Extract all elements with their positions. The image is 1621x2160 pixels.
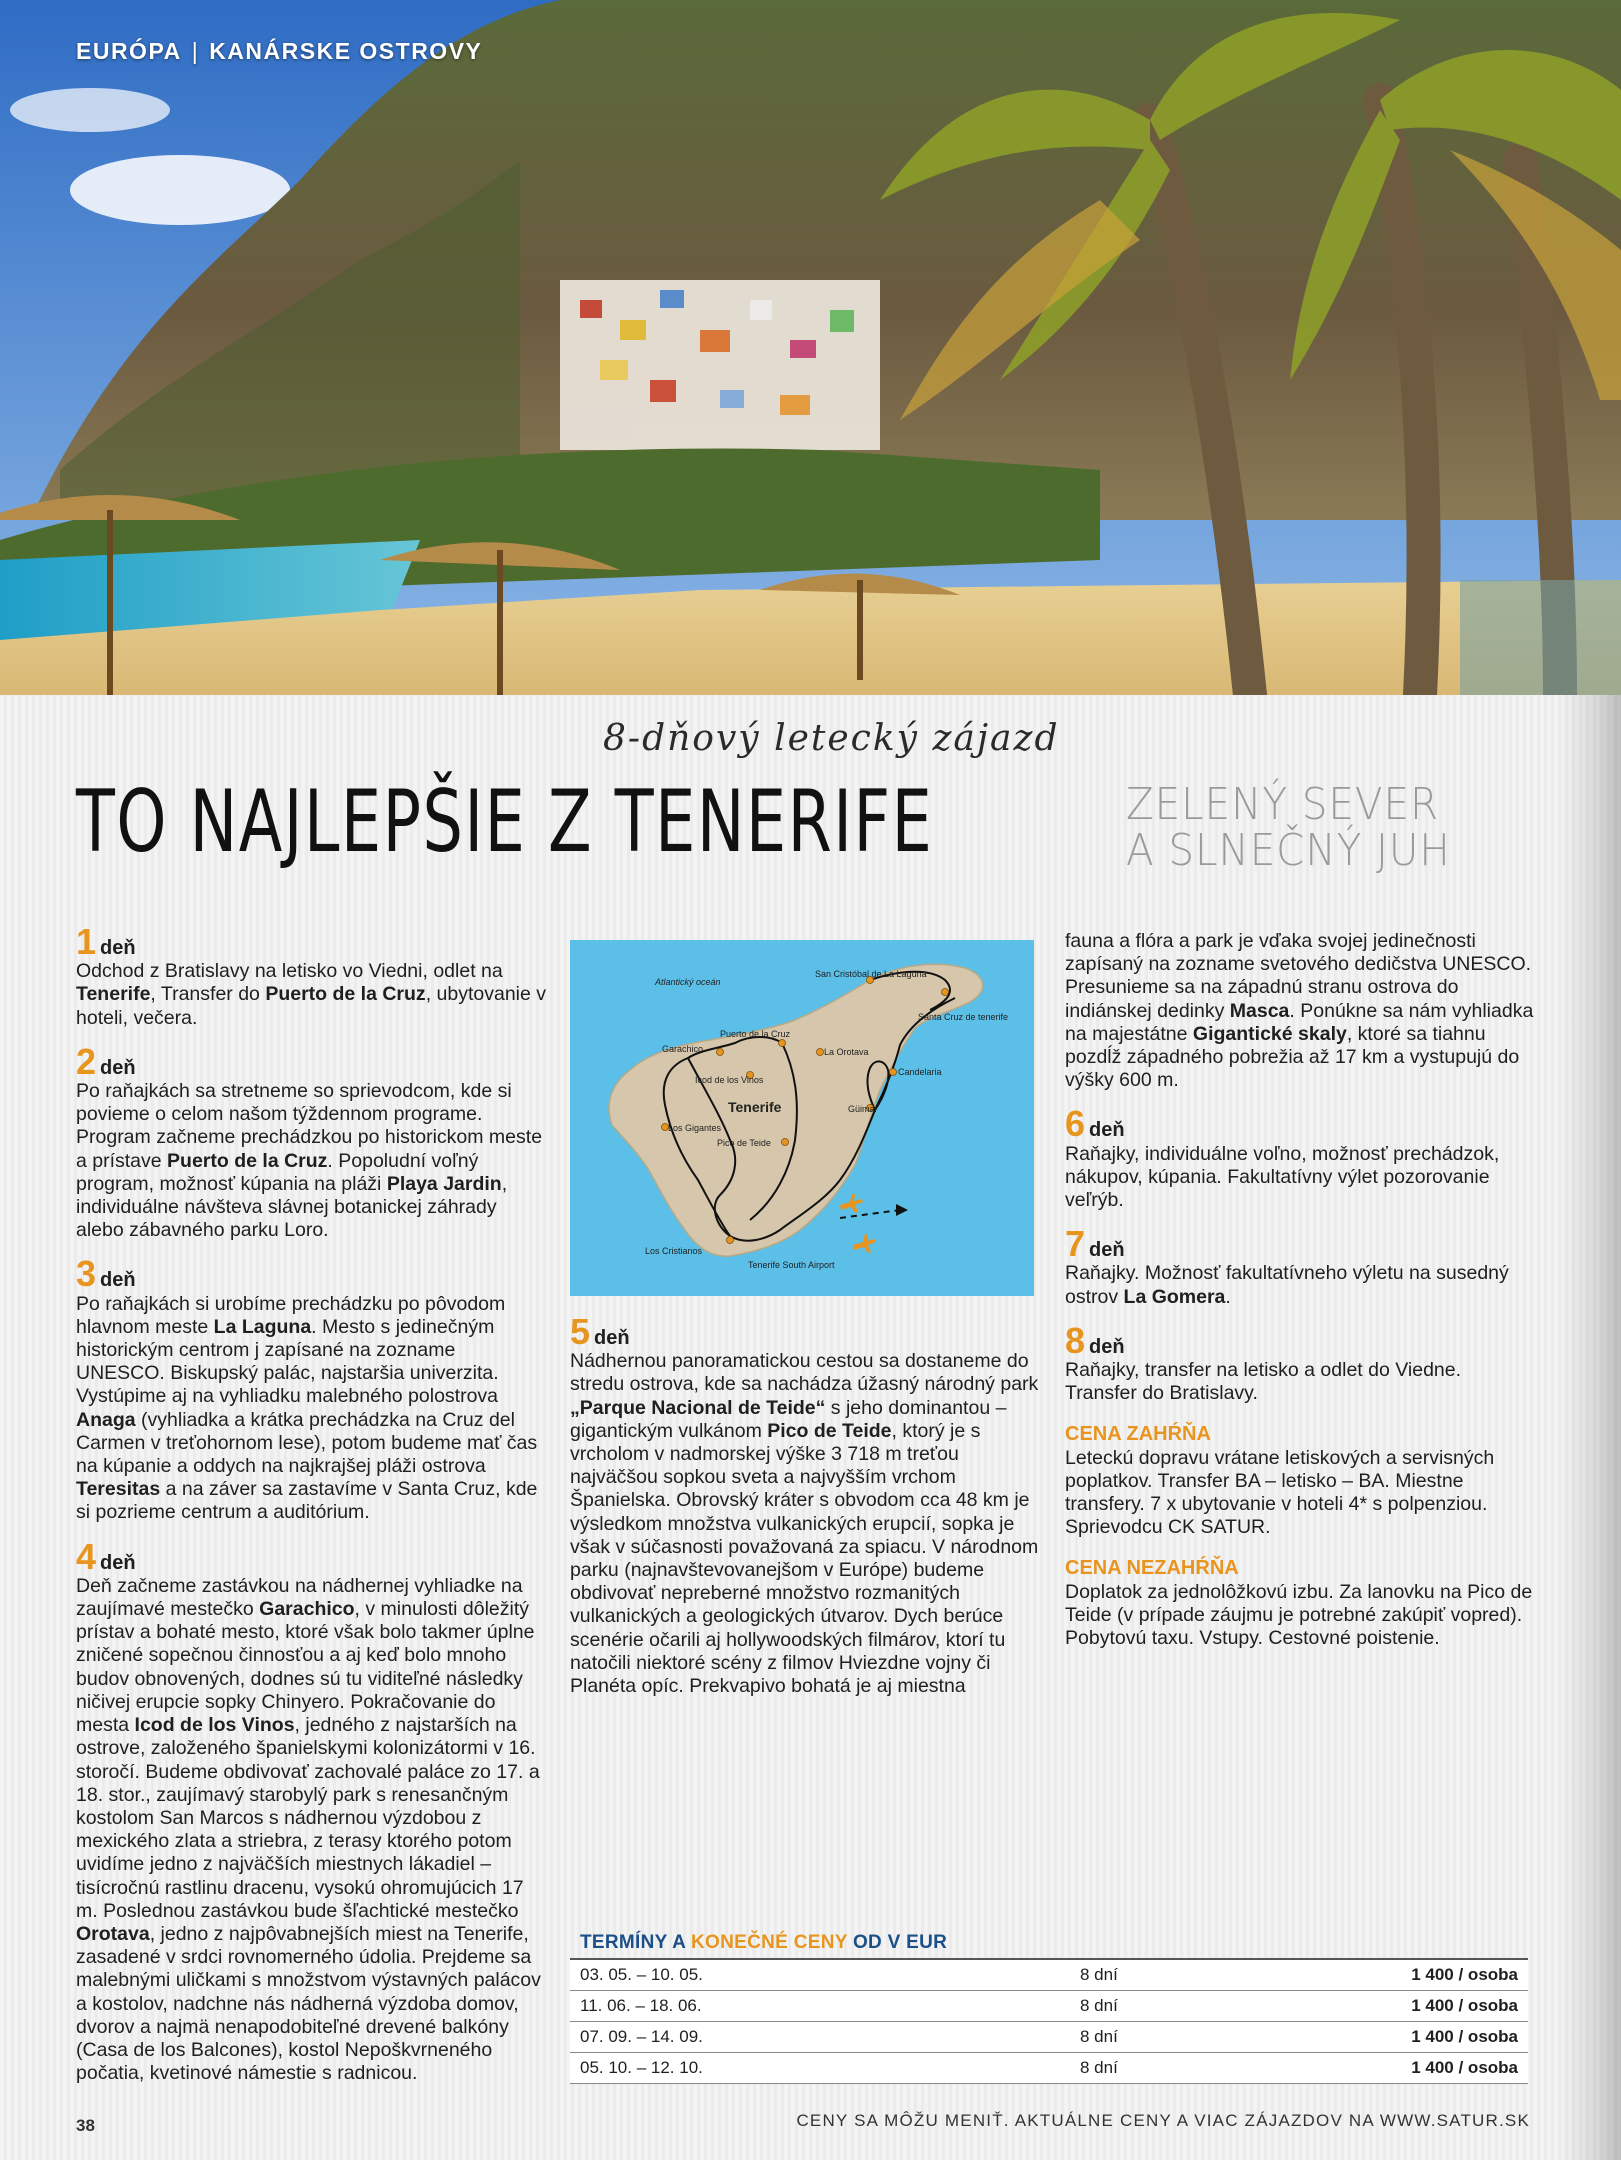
day-text [1065,1262,1535,1308]
day-label: deň [594,1327,630,1349]
highlight-text: Anaga [76,1408,136,1431]
price-excluded [1065,1557,1535,1650]
highlight-text: Playa Jardin [386,1172,502,1195]
highlight-text: Gigantické skaly [1192,1022,1347,1045]
body-text: Nádhernou panoramatickou cestou sa dostaneme do stredu ostrova, kde sa nachádza úžasný národný park [570,1350,1039,1396]
day-5-continuation [1065,930,1535,1092]
price-included-text: Leteckú dopravu vrátane letiskových a servisných poplatkov. Transfer BA – letisko – BA. Miestne transfery. 7 x ubytovanie v hoteli 4* s polpenziou. Sprievodcu CK SATUR. [1065,1446,1495,1539]
terms-heading-part-3: OD V EUR [847,1932,948,1953]
highlight-text: Puerto de la Cruz [265,983,426,1006]
breadcrumb-country: KANÁRSKE OSTROVY [209,38,483,64]
itinerary-column-3 [1065,930,1535,1668]
day-text [570,1350,1040,1698]
price-excluded-heading: CENA NEZAHŔŇA [1065,1557,1239,1580]
body-text: Po raňajkách si urobíme prechádzku po pôvodom hlavnom meste [76,1292,506,1338]
body-text: Deň začneme zastávkou na nádhernej vyhliadke na zaujímavé mestečko [76,1574,523,1621]
tenerife-route-map [570,940,1034,1296]
map-label-garachico: Garachico [662,1044,704,1054]
body-text: (vyhliadka a krátka prechádzka na Cruz del Carmen v treťohornom lese), potom budeme mať čas na kúpanie a oddych na najkrajšej pláži ostrova [76,1408,538,1478]
day-5 [570,1311,1040,1698]
day-number: 4 [76,1535,97,1577]
terms-heading-part-2: KONEČNÉ CENY [691,1932,848,1953]
day-number: 5 [570,1311,591,1352]
body-text: . Mesto s jedinečným historickým centrom j zapísané na zozname UNESCO. Biskupský palác, najstaršia univerzita. Vystúpime aj na vyhliadku malebného polostrova [76,1315,499,1408]
highlight-text: Icod de los Vinos [134,1714,295,1737]
map-label-cristianos: Los Cristianos [645,1246,703,1256]
breadcrumb [76,38,482,65]
page-fold-shadow [1560,695,1621,2160]
highlight-text: Puerto de la Cruz [167,1149,328,1172]
highlight-text: La Gomera [1123,1285,1226,1308]
term-price: 1 400 / osoba [1411,2027,1518,2046]
day-number: 8 [1065,1319,1086,1361]
itinerary-column-1 [76,921,547,2103]
day-1 [76,921,547,1030]
term-price: 1 400 / osoba [1411,1965,1518,1984]
body-text: , ubytovanie v hoteli, večera. [76,983,547,1029]
table-row [570,2053,1528,2084]
term-dates: 11. 06. – 18. 06. [580,1996,702,2015]
highlight-text: Garachico [259,1598,355,1621]
day-number: 2 [76,1040,97,1082]
body-text: . Popoludní voľný program, možnosť kúpania na pláži [76,1149,479,1195]
day-text [76,1080,546,1242]
day-label: deň [1089,1119,1125,1142]
table-row [570,2022,1528,2053]
day-2 [76,1040,546,1243]
day-6 [1065,1103,1535,1212]
day-text [76,960,546,1030]
table-row [570,1960,1528,1991]
day-number: 3 [76,1253,97,1295]
day-label: deň [1089,1335,1125,1358]
term-dates: 07. 09. – 14. 09. [580,2027,703,2046]
highlight-text: Orotava [76,1922,150,1945]
itinerary-column-2 [570,1311,1040,1716]
breadcrumb-region: EURÓPA [76,38,182,64]
terms-table [570,1930,1528,2084]
page-title: TO NAJLEPŠIE Z TENERIFE [76,772,934,872]
trip-subtitle: 8-dňový letecký zájazd [603,718,1060,759]
day-text [76,1575,546,2085]
day-7 [1065,1223,1535,1309]
day-text [1065,1143,1535,1213]
highlight-text: „Parque Nacional de Teide“ [570,1396,826,1419]
map-label-icod: Icod de los Vinos [695,1075,764,1085]
term-length: 8 dní [1080,1996,1118,2015]
day-number: 7 [1065,1223,1086,1265]
map-label-candelaria: Candelaria [898,1067,942,1077]
body-text: , ktoré sa tiahnu pozdĺž západného pobrežia až 17 km a vystupujú do výšky 600 m. [1065,1022,1520,1092]
body-text: , jedno z najpôvabnejších miest na Tenerife, zasadené v srdci rovnomerného údolia. Prejdeme sa malebnými uličkami s množstvom výstavných palácov a kostolov, nadchne nás nádherná výzdoba domov, dvorov a najmä nenapodobiteľné drevené balkóny (Casa de los Balcones), kostol Nepoškvrneného počatia, kvetinové námestie s radnicou. [76,1922,541,2085]
highlight-text: Teresitas [76,1478,161,1501]
price-included [1065,1423,1535,1539]
tagline [1126,779,1512,876]
map-label-guimar: Güimar [848,1104,878,1114]
map-label-orotava: La Orotava [824,1047,869,1057]
body-text: s jeho dominantou – gigantickým vulkánom [570,1396,1007,1442]
body-text: . [1225,1285,1231,1308]
highlight-text: Pico de Teide [767,1419,892,1442]
day-label: deň [100,1056,136,1079]
terms-heading-part-1: TERMÍNY A [580,1932,692,1953]
body-text: fauna a flóra a park je vďaka svojej jedinečnosti zapísaný na zozname svetového dedičstva UNESCO. Presunieme sa na západnú stranu ostrova do indiánskej dedinky [1065,930,1532,1022]
day-label: deň [100,1269,136,1292]
highlight-text: Masca [1229,999,1290,1022]
map-label-ocean: Atlantický oceán [655,977,721,987]
day-4 [76,1535,546,2086]
map-label-teide: Pico de Teide [717,1138,771,1148]
term-dates: 05. 10. – 12. 10. [580,2058,703,2077]
day-label: deň [1089,1239,1125,1262]
term-dates: 03. 05. – 10. 05. [580,1965,703,1984]
map-label-gigantes: Los Gigantes [668,1123,722,1133]
body-text: Raňajky, individuálne voľno, možnosť prechádzok, nákupov, kúpania. Fakultatívny výlet pozorovanie veľrýb. [1065,1142,1500,1212]
body-text: Raňajky. Možnosť fakultatívneho výletu na susedný ostrov [1065,1262,1509,1308]
footer-note: CENY SA MÔŽU MENIŤ. AKTUÁLNE CENY A VIAC ZÁJAZDOV NA WWW.SATUR.SK [796,2111,1530,2130]
terms-heading [570,1930,1528,1960]
day-text [1065,1359,1535,1405]
day-text [1065,930,1535,1092]
day-3 [76,1253,546,1524]
body-text: , v minulosti dôležitý prístav a bohaté mesto, ktoré však bolo takmer úplne zničené sopečnou činnosťou a aj keď bolo mnoho budov obnovených, dodnes sú tu viditeľné následky ničivej erupcie sopky Chinyero. Pokračovanie do mesta [76,1598,535,1737]
map-label-puerto: Puerto de la Cruz [720,1029,791,1039]
map-label-santacruz: Santa Cruz de tenerife [918,1012,1009,1022]
tagline-line-2: A SLNEČNÝ JUH [1126,825,1451,876]
day-8 [1065,1319,1535,1406]
map-label-island: Tenerife [728,1099,782,1115]
body-text: , Transfer do [150,983,266,1006]
day-label: deň [100,937,136,959]
highlight-text: Tenerife [76,983,151,1006]
term-length: 8 dní [1080,1965,1118,1984]
map-label-airport: Tenerife South Airport [748,1260,835,1270]
price-excluded-text: Doplatok za jednolôžkovú izbu. Za lanovku na Pico de Teide (v prípade záujmu je potrebné zakúpiť vopred). Pobytovú taxu. Vstupy. Cestovné poistenie. [1065,1580,1533,1650]
term-price: 1 400 / osoba [1411,1996,1518,2015]
term-length: 8 dní [1080,2027,1118,2046]
day-text [76,1293,546,1525]
term-length: 8 dní [1080,2058,1118,2077]
day-number: 6 [1065,1103,1086,1145]
map-label-laguna: San Cristóbal de La Laguna [815,969,927,979]
highlight-text: La Laguna [213,1315,312,1338]
body-text: a na záver sa zastavíme v Santa Cruz, kde si pozrieme centrum a auditórium. [76,1478,538,1524]
hero-photo [0,0,1621,695]
table-row [570,1991,1528,2022]
day-number: 1 [76,921,97,962]
page-number: 38 [76,2116,95,2135]
price-included-heading: CENA ZAHŔŇA [1065,1423,1211,1446]
body-text: , individuálne návšteva slávnej botanickej záhrady alebo zábavného parku Loro. [76,1172,508,1242]
tagline-line-1: ZELENÝ SEVER [1126,779,1440,830]
body-text: Odchod z Bratislavy na letisko vo Viedni, odlet na [76,960,503,983]
body-text: . Ponúkne sa nám vyhliadka na majestátne [1065,999,1534,1045]
term-price: 1 400 / osoba [1411,2058,1518,2077]
breadcrumb-separator: | [191,38,200,64]
body-text: Raňajky, transfer na letisko a odlet do Viedne. Transfer do Bratislavy. [1065,1359,1462,1405]
body-text: Po raňajkách sa stretneme so sprievodcom, kde si povieme o celom našom týždennom programe. Program začneme prechádzkou po historickom meste a prístave [76,1080,543,1172]
day-label: deň [100,1551,136,1574]
body-text: , jedného z najstarších na ostrove, založeného španielskymi kolonizátormi v 16. storočí. Budeme obdivovať zachovalé paláce zo 17. a 18. stor., zaujímavý starobylý park s renesančným kostolom San Marcos s nádhernou výzdobou z mexického zlata a striebra, z terasy ktorého potom uvidíme jedno z najväčších miestnych lákadiel – tisícročnú rastlinu dracenu, vysokú ohromujúcich 17 m. Poslednou zastávkou bude šľachtické mestečko [76,1714,540,1922]
body-text: , ktorý je s vrcholom v nadmorskej výške 3 718 m treťou najväčšou sopkou sveta a najvyšším vrchom Španielska. Obrovský kráter s obvodom cca 48 km je výsledkom množstva vulkanických erupcií, sopka je však v súčasnosti považovaná za spiacu. V národnom parku (najnavštevovanejšom v Európe) budeme obdivovať nepreberné množstvo rozmanitých vulkanických a geologických útvarov. Dych berúce scenérie očarili aj hollywoodských filmárov, ktorí tu natočili niektoré scény z filmov Hviezdne vojny či Planéta opíc. Prekvapivo bohatá je aj miestna [570,1419,1039,1698]
